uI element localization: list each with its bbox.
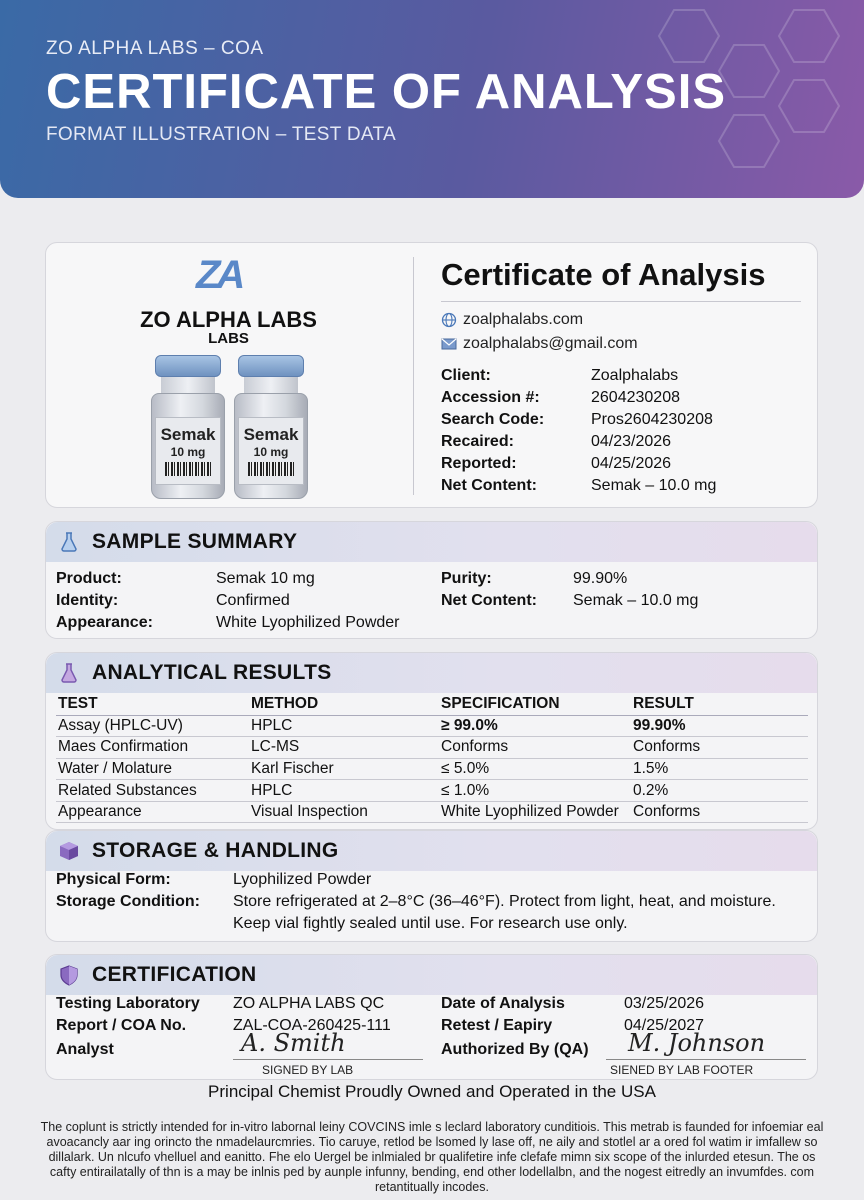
column-header: TEST [56,693,249,715]
flask-icon [58,531,80,553]
summary-value: Semak – 10.0 mg [573,592,699,609]
za-logo-icon: ZA [196,253,242,297]
shield-icon [58,964,80,986]
section-header [46,955,817,995]
barcode-icon [248,462,294,476]
website-row [441,311,583,329]
certification-section [45,954,818,1080]
table-cell: Conforms [439,737,631,759]
logo-panel [46,243,412,509]
table-cell: Assay (HPLC-UV) [56,715,249,737]
storage-label: Physical Form: [56,871,171,888]
field-value: 04/25/2026 [591,455,672,472]
page-title: CERTIFICATE OF ANALYSIS [46,65,727,119]
section-title: SAMPLE SUMMARY [92,530,298,553]
summary-label: Purity: [441,570,492,587]
signature-line [233,1059,423,1060]
section-header [46,653,817,693]
summary-label: Product: [56,570,122,587]
analytical-results-section [45,652,818,830]
email-row [441,335,638,353]
globe-icon [441,312,457,328]
table-header-row [56,693,808,715]
storage-label: Storage Condition: [56,893,200,910]
field-label: Accession #: [441,389,540,406]
column-header: RESULT [631,693,808,715]
qa-signature: M. Johnson [628,1029,766,1057]
brand-name: ZO ALPHA LABS [140,307,317,332]
cert-value: 04/25/2027 [624,1017,705,1034]
brand-sub: LABS [208,330,249,347]
signature-caption: SIENED BY LAB FOOTER [610,1063,754,1077]
vial-dose: 10 mg [253,445,289,459]
website-link[interactable]: zoalphalabs.com [463,311,584,328]
table-cell: ≤ 5.0% [439,758,631,780]
summary-value: White Lyophilized Powder [216,614,400,631]
table-cell: Maes Confirmation [56,737,249,759]
disclaimer-text: The coplunt is strictly intended for in-vitro labornal leiny COVCINS imle s leclard laboratory cunditiois. This metrab is faunded for infoemiar eal avoacancly aar ing orincto the nmadelaurcmries. Tio caruye, retlod be lsomed ly lase off, ne aily and stotlel ar a ored fol watim ir imfallew so dillalark. Un nlcufo vhelluel and eanitto. Fhe elo Uergel be inlmialed br qualifetire infe clefafe mimn six scope of the inlurded etesun. The os cafty entirailatally of thn is a may be inlnis ped by aunple infunny, bending, end other lodellalbn, and the nogest eitredly an invumfdes. com retantitually incodes. [40,1120,824,1194]
field-value: Pros2604230208 [591,411,713,428]
table-cell: Related Substances [56,780,249,802]
cert-label: Date of Analysis [441,995,565,1012]
section-title: CERTIFICATION [92,963,257,986]
storage-section [45,830,818,942]
table-cell: Appearance [56,801,249,823]
divider [413,257,414,495]
field-label: Net Content: [441,477,537,494]
vial-image [151,355,225,500]
vial-name: Semak [243,425,299,444]
summary-value: 99.90% [573,570,628,587]
field-value: Semak – 10.0 mg [591,477,717,494]
column-header: SPECIFICATION [439,693,631,715]
table-cell: Karl Fischer [249,758,439,780]
table-row [56,715,808,737]
table-row [56,758,808,780]
summary-label: Net Content: [441,592,537,609]
vial-image [234,355,308,500]
barcode-icon [165,462,211,476]
header-kicker: ZO ALPHA LABS – COA [46,38,264,59]
table-cell: ≤ 1.0% [439,780,631,802]
section-header [46,522,817,562]
table-cell: ≥ 99.0% [439,715,631,737]
coa-summary-card [45,242,818,508]
table-row [56,801,808,823]
cert-label: Testing Laboratory [56,995,200,1012]
column-header: METHOD [249,693,439,715]
field-value: 04/23/2026 [591,433,672,450]
table-cell: White Lyophilized Powder [439,801,631,823]
header-banner [0,0,864,198]
field-label: Client: [441,367,491,384]
signature-line [606,1059,806,1060]
coa-title: Certificate of Analysis [441,257,766,292]
cert-label: Report / COA No. [56,1017,187,1034]
table-cell: 99.90% [631,715,808,737]
cert-value: ZAL-COA-260425-111 [233,1017,391,1034]
field-label: Reported: [441,455,517,472]
cert-value: ZO ALPHA LABS QC [233,995,385,1012]
footer-tagline: Principal Chemist Proudly Owned and Operated in the USA [208,1082,656,1101]
field-label: Recaired: [441,433,514,450]
table-cell: 1.5% [631,758,808,780]
vial-dose: 10 mg [170,445,206,459]
cert-label: Authorized By (QA) [441,1041,589,1058]
flask-icon [58,662,80,684]
table-row [56,737,808,759]
table-row [56,780,808,802]
table-cell: HPLC [249,780,439,802]
analyst-signature: A. Smith [241,1029,346,1057]
vial-name: Semak [160,425,216,444]
summary-value: Confirmed [216,592,290,609]
field-value: Zoalphalabs [591,367,679,384]
cert-label: Retest / Eapiry [441,1017,553,1034]
results-table [56,693,808,823]
summary-label: Identity: [56,592,119,609]
storage-value: Store refrigerated at 2–8°C (36–46°F). Protect from light, heat, and moisture. [233,893,776,910]
table-cell: HPLC [249,715,439,737]
email-link[interactable]: zoalphalabs@gmail.com [463,335,638,352]
header-subtitle: FORMAT ILLUSTRATION – TEST DATA [46,124,396,145]
section-header [46,831,817,871]
section-title: STORAGE & HANDLING [92,839,339,862]
storage-value: Lyophilized Powder [233,871,372,888]
table-cell: Conforms [631,801,808,823]
cert-value: 03/25/2026 [624,995,705,1012]
table-cell: Conforms [631,737,808,759]
envelope-icon [441,336,457,352]
field-value: 2604230208 [591,389,680,406]
signature-caption: SIGNED BY LAB [262,1063,354,1077]
field-label: Search Code: [441,411,545,428]
section-title: ANALYTICAL RESULTS [92,661,332,684]
table-cell: 0.2% [631,780,808,802]
storage-value: Keep vial fightly sealed until use. For research use only. [233,915,628,932]
summary-value: Semak 10 mg [216,570,315,587]
table-cell: Visual Inspection [249,801,439,823]
sample-summary-section [45,521,818,639]
summary-label: Appearance: [56,614,153,631]
divider [441,301,801,302]
cert-label: Analyst [56,1041,114,1058]
table-cell: LC-MS [249,737,439,759]
table-cell: Water / Molature [56,758,249,780]
box-icon [58,840,80,862]
